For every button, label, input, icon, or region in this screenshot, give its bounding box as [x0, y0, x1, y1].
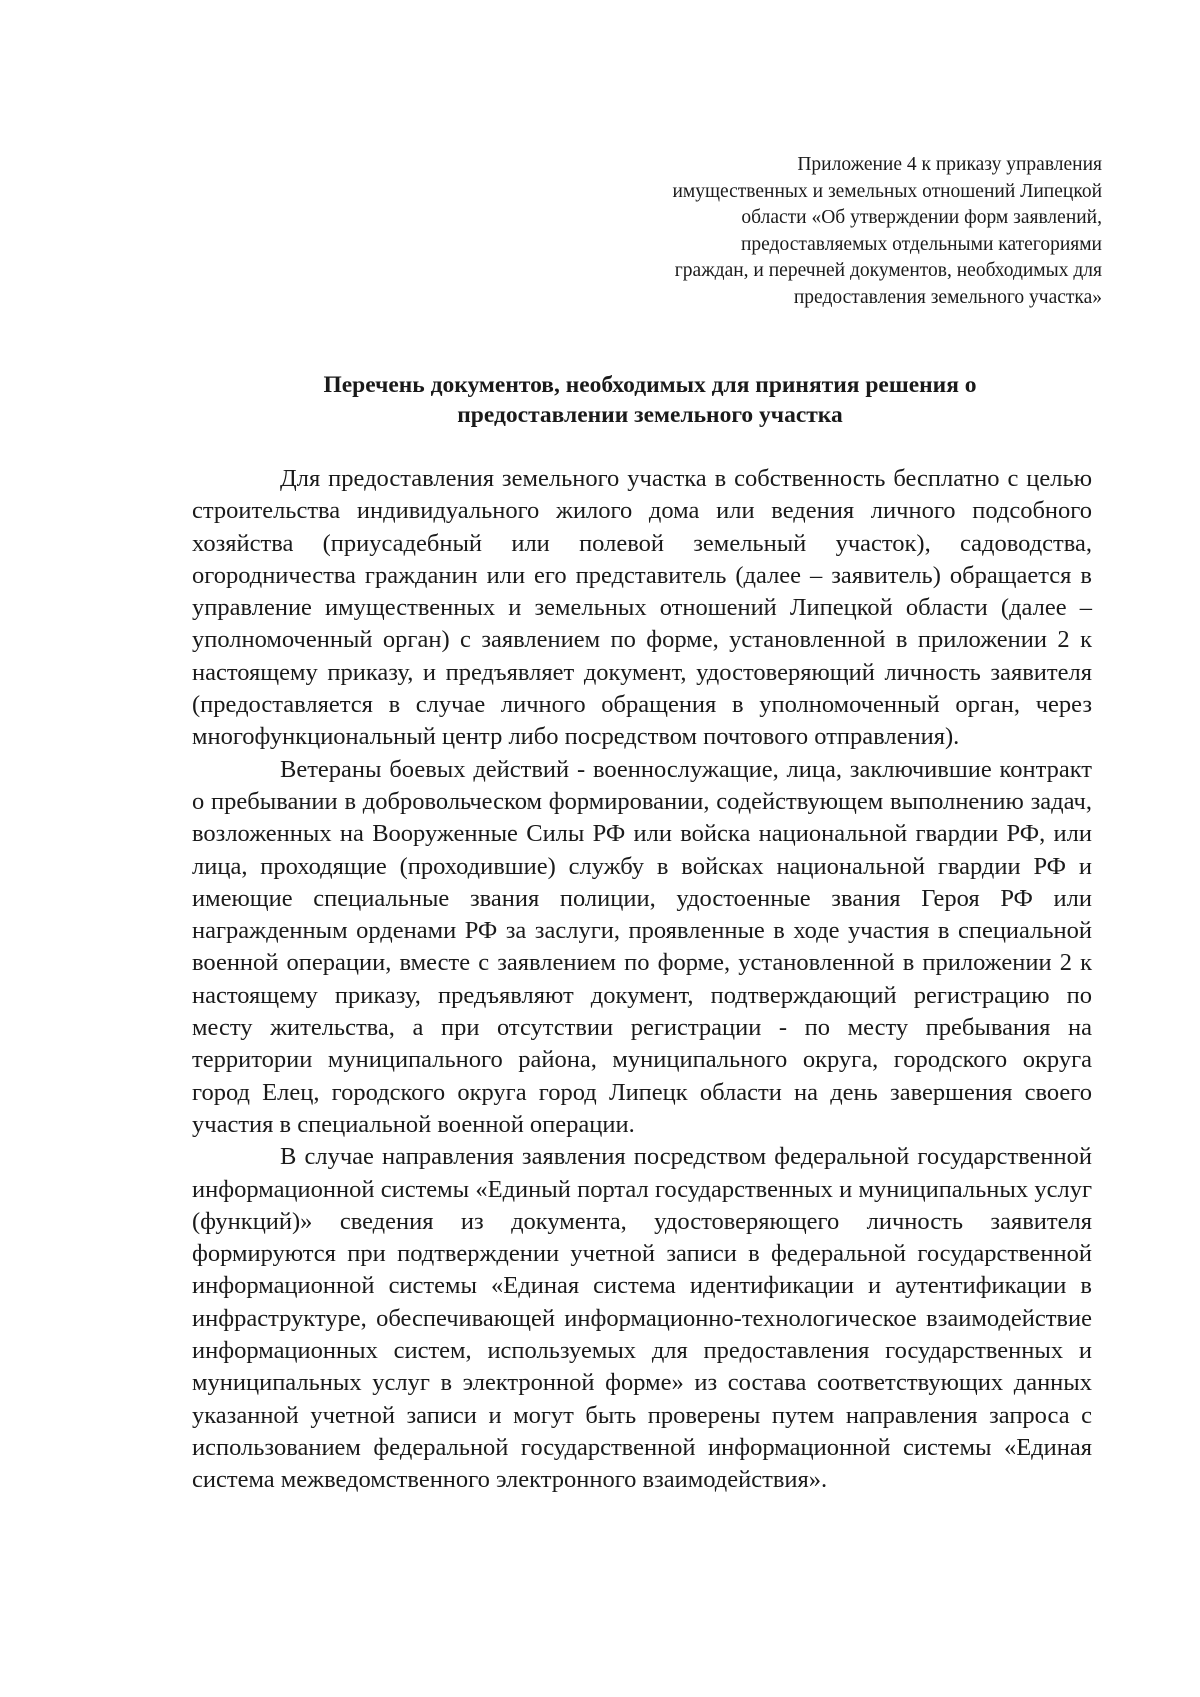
appendix-note-line: граждан, и перечней документов, необходимых для: [674, 260, 1102, 281]
document-title: [190, 370, 1110, 430]
appendix-note-line: области «Об утверждении форм заявлений,: [741, 207, 1102, 228]
document-body: [192, 463, 1092, 1497]
body-paragraph: В случае направления заявления посредством федеральной государственной информационной системы «Единый портал государственных и муниципальных услуг (функций)» сведения из документа, удостоверяющего личность заявителя формируются при подтверждении учетной записи в федеральной государственной информационной системы «Единая система идентификации и аутентификации в инфраструктуре, обеспечивающей информационно-технологическое взаимодействие информационных систем, используемых для предоставления государственных и муниципальных услуг в электронной форме» из состава соответствующих данных указанной учетной записи и могут быть проверены путем направления запроса с использованием федеральной государственной информационной системы «Единая система межведомственного электронного взаимодействия».: [192, 1143, 1092, 1494]
document-title-line: предоставлении земельного участка: [457, 402, 843, 428]
appendix-note-line: имущественных и земельных отношений Липецкой: [672, 180, 1102, 202]
appendix-note-line: предоставляемых отдельными категориями: [740, 233, 1102, 255]
document-title-line: Перечень документов, необходимых для принятия решения о: [323, 372, 977, 398]
appendix-note-line: предоставления земельного участка»: [793, 286, 1102, 308]
appendix-note-line: Приложение 4 к приказу управления: [797, 154, 1102, 175]
appendix-note: [582, 152, 1102, 311]
body-paragraph: Ветераны боевых действий - военнослужащие, лица, заключившие контракт о пребывании в добровольческом формировании, содействующем выполнению задач, возложенных на Вооруженные Силы РФ или войска национальной гвардии РФ, или лица, проходящие (проходившие) службу в войсках национальной гвардии РФ и имеющие специальные звания полиции, удостоенные звания Героя РФ или награжденным орденами РФ за заслуги, проявленные в ходе участия в специальной военной операции, вместе с заявлением по форме, установленной в приложении 2 к настоящему приказу, предъявляют документ, подтверждающий регистрацию по месту жительства, а при отсутствии регистрации - по месту пребывания на территории муниципального района, муниципального округа, городского округа город Елец, городского округа город Липецк области на день завершения своего участия в специальной военной операции.: [192, 755, 1092, 1138]
body-paragraph: Для предоставления земельного участка в собственность бесплатно с целью строительства индивидуального жилого дома или ведения личного подсобного хозяйства (приусадебный или полевой земельный участок), садоводства, огородничества гражданин или его представитель (далее – заявитель) обращается в управление имущественных и земельных отношений Липецкой области (далее – уполномоченный орган) с заявлением по форме, установленной в приложении 2 к настоящему приказу, и предъявляет документ, удостоверяющий личность заявителя (предоставляется в случае личного обращения в уполномоченный орган, через многофункциональный центр либо посредством почтового отправления).: [192, 465, 1092, 751]
